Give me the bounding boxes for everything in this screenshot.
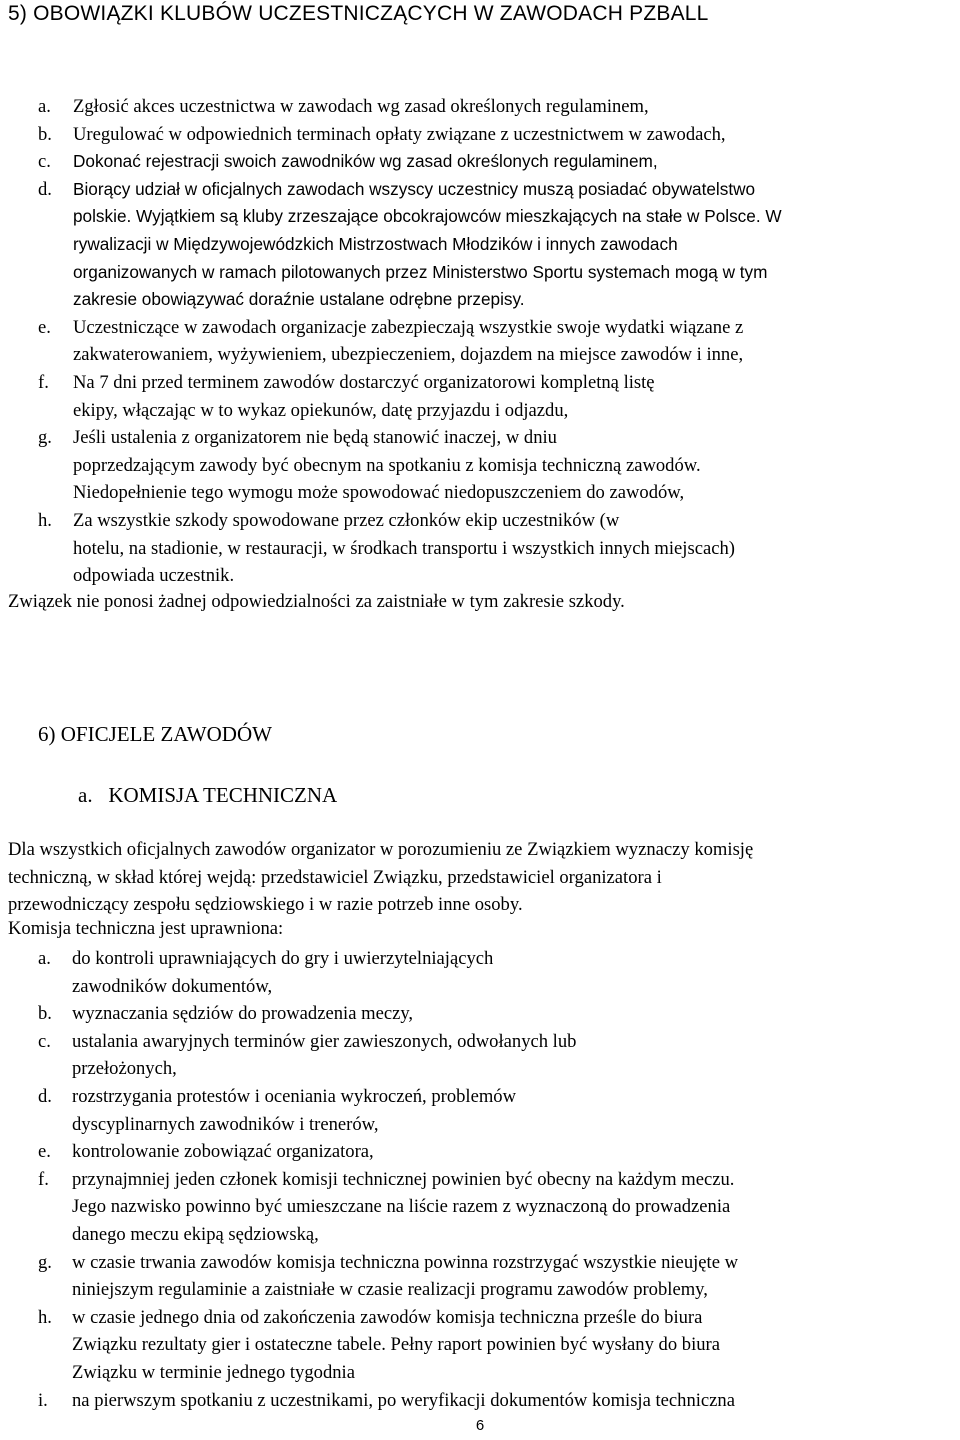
section-5-heading: 5) OBOWIĄZKI KLUBÓW UCZESTNICZĄCYCH W ZAWODACH PZBALL xyxy=(8,2,709,25)
list-item-line: kontrolowanie zobowiązać organizatora, xyxy=(72,1141,374,1163)
list-item-line: Na 7 dni przed terminem zawodów dostarczyć organizatorowi kompletną listę xyxy=(73,371,655,393)
list-item-line: zawodników dokumentów, xyxy=(72,975,273,997)
list-item-line: Jego nazwisko powinno być umieszczane na liście razem z wyznaczoną do prowadzenia xyxy=(72,1196,731,1218)
list-item-line: wyznaczania sędziów do prowadzenia meczy, xyxy=(72,1003,414,1025)
list-item-line: przynajmniej jeden członek komisji technicznej powinien być obecny na każdym meczu. xyxy=(72,1168,735,1190)
list-marker: g. xyxy=(38,1251,52,1273)
list-item xyxy=(8,176,953,314)
list-marker: b. xyxy=(38,123,52,145)
list-marker: c. xyxy=(38,151,51,173)
subsection-heading: a. KOMISJA TECHNICZNA xyxy=(78,783,338,807)
list-item-line: rozstrzygania protestów i oceniania wykroczeń, problemów xyxy=(72,1085,517,1107)
commission-powers-list xyxy=(8,945,953,1414)
paragraph-line: Dla wszystkich oficjalnych zawodów organizator w porozumieniu ze Związkiem wyznaczy komisję xyxy=(8,839,754,860)
list-item-line: zakresie obowiązywać doraźnie ustalane odrębne przepisy. xyxy=(73,289,525,310)
list-item-line: Uczestniczące w zawodach organizacje zabezpieczają wszystkie swoje wydatki wiązane z xyxy=(73,316,744,338)
list-item-line: niniejszym regulaminie a zaistniałe w czasie realizacji programu zawodów problemy, xyxy=(72,1279,708,1301)
list-item-line: Uregulować w odpowiednich terminach opłaty związane z uczestnictwem w zawodach, xyxy=(73,123,726,145)
paragraph-line: przewodniczący zespołu sędziowskiego i w razie potrzeb inne osoby. xyxy=(8,894,523,916)
list-item xyxy=(8,1028,953,1083)
list-marker: c. xyxy=(38,1030,51,1052)
list-item-line: Zgłosić akces uczestnictwa w zawodach wg zasad określonych regulaminem, xyxy=(73,96,649,117)
list-marker: e. xyxy=(38,316,51,338)
list-item xyxy=(8,93,953,121)
list-marker: f. xyxy=(38,371,49,393)
list-item xyxy=(8,1166,953,1249)
powers-intro: Komisja techniczna jest uprawniona: xyxy=(8,918,284,939)
list-item-line: Związku w terminie jednego tygodnia xyxy=(72,1361,355,1383)
list-item xyxy=(8,1000,953,1028)
list-item-line: Niedopełnienie tego wymogu może spowodować niedopuszczeniem do zawodów, xyxy=(73,482,685,504)
list-marker: e. xyxy=(38,1141,51,1163)
list-item xyxy=(8,1387,953,1415)
list-item xyxy=(8,121,953,149)
paragraph-line: techniczną, w skład której wejdą: przedstawiciel Związku, przedstawiciel organizatora i xyxy=(8,866,662,888)
list-item-line: w czasie trwania zawodów komisja techniczna powinna rozstrzygać wszystkie nieujęte w xyxy=(72,1251,739,1273)
list-item xyxy=(8,314,953,369)
list-item xyxy=(8,1138,953,1166)
list-marker: h. xyxy=(38,509,52,531)
list-item-line: do kontroli uprawniających do gry i uwierzytelniających xyxy=(72,948,494,969)
list-item-line: danego meczu ekipą sędziowską, xyxy=(72,1223,319,1245)
list-item xyxy=(8,945,953,1000)
list-item xyxy=(8,424,953,507)
list-item xyxy=(8,507,953,590)
list-item-line: w czasie jednego dnia od zakończenia zawodów komisja techniczna prześle do biura xyxy=(72,1306,703,1328)
section-6-paragraph xyxy=(8,836,958,919)
list-marker: g. xyxy=(38,427,52,449)
list-item-line: polskie. Wyjątkiem są kluby zrzeszające obcokrajowców mieszkających na stałe w Polsce. W xyxy=(73,206,782,227)
section-5-closing: Związek nie ponosi żadnej odpowiedzialności za zaistniałe w tym zakresie szkody. xyxy=(8,591,625,612)
list-item-line: Dokonać rejestracji swoich zawodników wg zasad określonych regulaminem, xyxy=(73,151,658,172)
list-item-line: na pierwszym spotkaniu z uczestnikami, po weryfikacji dokumentów komisja techniczna xyxy=(72,1389,735,1411)
list-marker: a. xyxy=(38,948,51,969)
list-item xyxy=(8,1249,953,1304)
section-6-heading: 6) OFICJELE ZAWODÓW xyxy=(38,722,272,746)
list-item-line: odpowiada uczestnik. xyxy=(73,565,235,587)
list-item xyxy=(8,1304,953,1387)
list-item xyxy=(8,1083,953,1138)
list-item-line: Za wszystkie szkody spowodowane przez członków ekip uczestników (w xyxy=(73,509,620,531)
list-item-line: organizowanych w ramach pilotowanych przez Ministerstwo Sportu systemach mogą w tym xyxy=(73,261,768,282)
list-marker: d. xyxy=(38,1085,52,1107)
list-marker: f. xyxy=(38,1168,49,1190)
list-item-line: Jeśli ustalenia z organizatorem nie będą stanowić inaczej, w dniu xyxy=(73,427,557,449)
list-item-line: zakwaterowaniem, wyżywieniem, ubezpieczeniem, dojazdem na miejsce zawodów i inne, xyxy=(73,344,744,366)
list-item xyxy=(8,148,953,176)
list-item-line: ustalania awaryjnych terminów gier zawieszonych, odwołanych lub xyxy=(72,1030,577,1052)
list-item-line: poprzedzającym zawody być obecnym na spotkaniu z komisja techniczną zawodów. xyxy=(73,454,701,476)
list-marker: h. xyxy=(38,1306,52,1328)
list-marker: i. xyxy=(38,1389,48,1411)
list-item-line: Związku rezultaty gier i ostateczne tabele. Pełny raport powinien być wysłany do biura xyxy=(72,1334,720,1356)
page-number: 6 xyxy=(475,1417,485,1434)
list-item xyxy=(8,369,953,424)
list-item-line: hotelu, na stadionie, w restauracji, w środkach transportu i wszystkich innych miejscach) xyxy=(73,537,735,559)
list-item-line: ekipy, włączając w to wykaz opiekunów, datę przyjazdu i odjazdu, xyxy=(73,399,569,421)
section-5-list xyxy=(8,93,953,590)
list-marker: a. xyxy=(38,96,51,117)
list-marker: d. xyxy=(38,178,52,200)
list-item-line: przełożonych, xyxy=(72,1058,177,1080)
list-item-line: Biorący udział w oficjalnych zawodach wszyscy uczestnicy muszą posiadać obywatelstwo xyxy=(73,178,756,199)
list-marker: b. xyxy=(38,1003,52,1025)
list-item-line: dyscyplinarnych zawodników i trenerów, xyxy=(72,1113,379,1135)
list-item-line: rywalizacji w Międzywojewódzkich Mistrzostwach Młodzików i innych zawodach xyxy=(73,233,678,254)
